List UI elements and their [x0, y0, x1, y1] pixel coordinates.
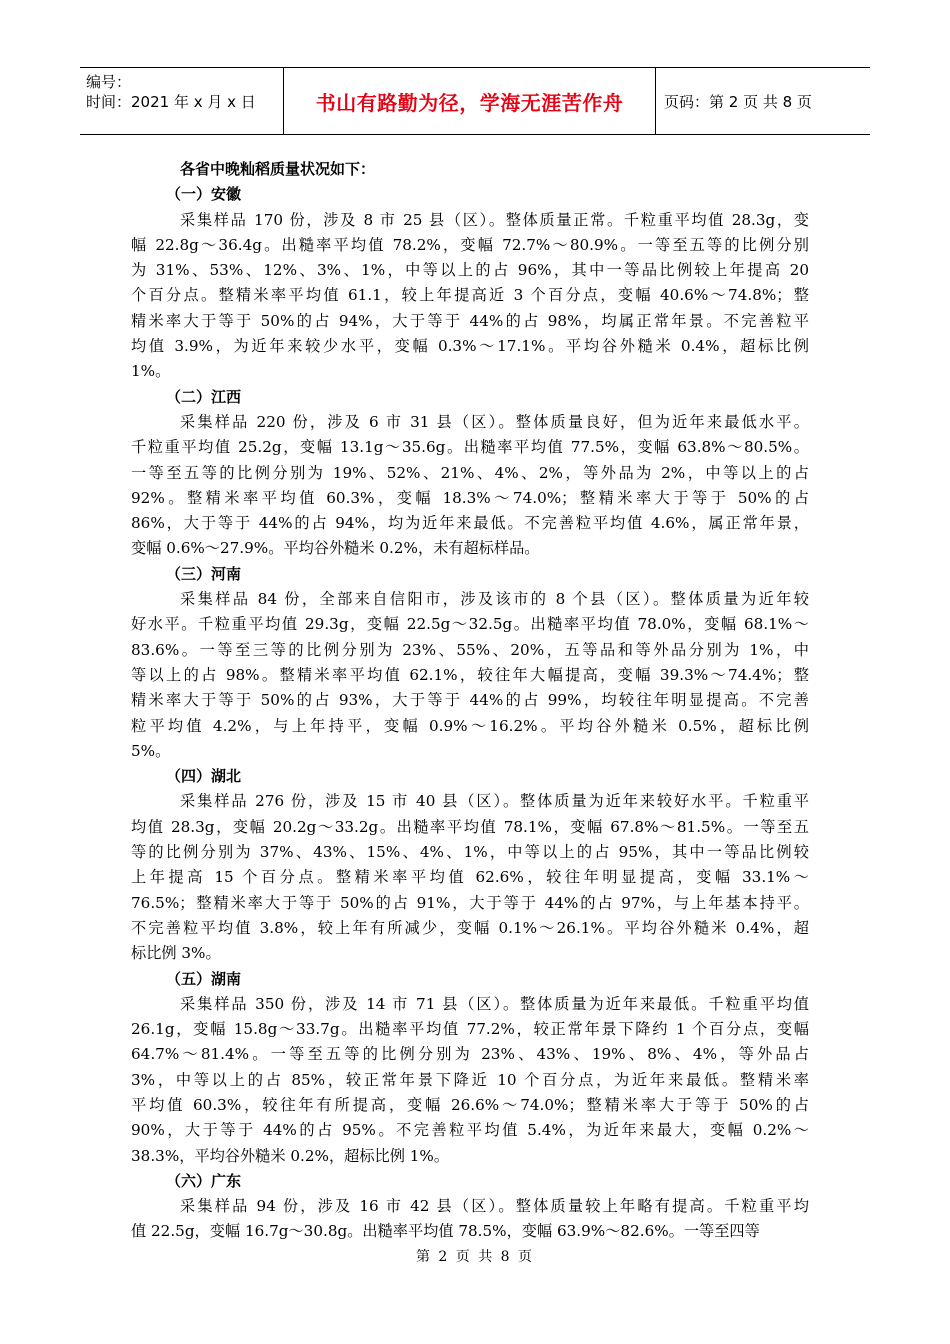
paragraph-line: 千粒重平均值 25.2g，变幅 13.1g～35.6g。出糙率平均值 77.5%，变幅 63.8%～80.5%。 — [131, 438, 809, 457]
paragraph-line: 一等至五等的比例分别为 19%、52%、21%、4%、2%，等外品为 2%，中等以上的占 — [131, 463, 809, 482]
paragraph-line: 3%，中等以上的占 85%，较正常年景下降近 10 个百分点，为近年来最低。整精米率 — [131, 1070, 809, 1089]
paragraph-line: 幅 22.8g～36.4g。出糙率平均值 78.2%，变幅 72.7%～80.9%。一等至五等的比例分别 — [131, 235, 809, 254]
paragraph-line: 精米率大于等于 50%的占 93%，大于等于 44%的占 99%，均较往年明显提高。不完善 — [131, 691, 809, 710]
paragraph-line: 值 22.5g，变幅 16.7g～30.8g。出糙率平均值 78.5%，变幅 63.9%～82.6%。一等至四等 — [131, 1222, 760, 1241]
section-heading: （一）安徽 — [166, 185, 242, 204]
paragraph-line: 采集样品 350 份，涉及 14 市 71 县（区）。整体质量为近年来最低。千粒重平均值 — [180, 994, 809, 1013]
paragraph-line: 26.1g，变幅 15.8g～33.7g。出糙率平均值 77.2%，较正常年景下降约 1 个百分点，变幅 — [131, 1020, 809, 1039]
paragraph-line: 5%。 — [131, 741, 171, 760]
paragraph-line: 粒平均值 4.2%，与上年持平，变幅 0.9%～16.2%。平均谷外糙米 0.5%，超标比例 — [131, 716, 809, 735]
paragraph-line: 变幅 0.6%～27.9%。平均谷外糙米 0.2%，未有超标样品。 — [131, 539, 540, 558]
paragraph-line: 采集样品 220 份，涉及 6 市 31 县（区）。整体质量良好，但为近年来最低水平。 — [180, 412, 809, 431]
paragraph-line: 等以上的占 98%。整精米率平均值 62.1%，较往年大幅提高，变幅 39.3%～74.4%；整 — [131, 665, 809, 684]
paragraph-line: 平均值 60.3%，较往年有所提高，变幅 26.6%～74.0%；整精米率大于等于 50%的占 — [131, 1095, 809, 1114]
header-meta-cell — [80, 68, 283, 134]
motto-text: 书山有路勤为径，学海无涯苦作舟 — [315, 90, 624, 115]
section-heading: （三）河南 — [166, 564, 242, 583]
paragraph-line: 上年提高 15 个百分点。整精米率平均值 62.6%，较往年明显提高，变幅 33.1%～ — [131, 868, 809, 887]
page-number-cell — [656, 68, 870, 134]
paragraph-line: 64.7%～81.4%。一等至五等的比例分别为 23%、43%、19%、8%、4%，等外品占 — [131, 1045, 809, 1064]
paragraph-line: 好水平。千粒重平均值 29.3g，变幅 22.5g～32.5g。出糙率平均值 78.0%，变幅 68.1%～ — [131, 615, 809, 634]
paragraph-line: 为 31%、53%、12%、3%、1%，中等以上的占 96%，其中一等品比例较上年提高 20 — [131, 261, 809, 280]
section-heading: （六）广东 — [166, 1171, 242, 1190]
code-label: 编号： — [86, 73, 132, 91]
paragraph-line: 采集样品 84 份，全部来自信阳市，涉及该市的 8 个县（区）。整体质量为近年较 — [180, 590, 809, 609]
page-header — [80, 67, 870, 135]
paragraph-line: 等的比例分别为 37%、43%、15%、4%、1%，中等以上的占 95%，其中一等品比例较 — [131, 843, 809, 862]
document-body — [131, 157, 809, 1245]
paragraph-line: 90%，大于等于 44%的占 95%。不完善粒平均值 5.4%，为近年来最大，变幅 0.2%～ — [131, 1121, 809, 1140]
paragraph-line: 76.5%；整精米率大于等于 50%的占 91%，大于等于 44%的占 97%，与上年基本持平。 — [131, 893, 809, 912]
date-label: 时间：2021 年 x 月 x 日 — [86, 93, 256, 111]
section-heading: （二）江西 — [166, 387, 242, 406]
paragraph-line: 1%。 — [131, 362, 171, 381]
paragraph-line: 不完善粒平均值 3.8%，较上年有所减少，变幅 0.1%～26.1%。平均谷外糙米 0.4%，超 — [131, 918, 809, 937]
paragraph-line: 采集样品 170 份，涉及 8 市 25 县（区）。整体质量正常。千粒重平均值 28.3g，变 — [180, 210, 809, 229]
paragraph-line: 采集样品 94 份，涉及 16 市 42 县（区）。整体质量较上年略有提高。千粒重平均 — [180, 1197, 809, 1216]
intro-heading: 各省中晚籼稻质量状况如下： — [180, 160, 376, 178]
paragraph-line: 精米率大于等于 50%的占 94%，大于等于 44%的占 98%，均属正常年景。不完善粒平 — [131, 311, 809, 330]
section-heading: （五）湖南 — [166, 969, 242, 988]
motto-cell — [283, 68, 656, 134]
paragraph-line: 个百分点。整精米率平均值 61.1，较上年提高近 3 个百分点，变幅 40.6%～74.8%；整 — [131, 286, 809, 305]
paragraph-line: 采集样品 276 份，涉及 15 市 40 县（区）。整体质量为近年来较好水平。千粒重平 — [180, 792, 809, 811]
section-heading: （四）湖北 — [166, 767, 242, 786]
paragraph-line: 标比例 3%。 — [131, 944, 221, 963]
paragraph-line: 均值 3.9%，为近年来较少水平，变幅 0.3%～17.1%。平均谷外糙米 0.4%，超标比例 — [131, 337, 809, 356]
paragraph-line: 83.6%。一等至三等的比例分别为 23%、55%、20%，五等品和等外品分别为 1%，中 — [131, 640, 809, 659]
paragraph-line: 均值 28.3g，变幅 20.2g～33.2g。出糙率平均值 78.1%，变幅 67.8%～81.5%。一等至五 — [131, 817, 809, 836]
page-footer: 第 2 页 共 8 页 — [415, 1249, 535, 1265]
paragraph-line: 86%，大于等于 44%的占 94%，均为近年来最低。不完善粒平均值 4.6%，属正常年景， — [131, 514, 809, 533]
paragraph-line: 92%。整精米率平均值 60.3%，变幅 18.3%～74.0%；整精米率大于等于 50%的占 — [131, 488, 809, 507]
paragraph-line: 38.3%，平均谷外糙米 0.2%，超标比例 1%。 — [131, 1146, 450, 1165]
page-number-label: 页码：第 2 页 共 8 页 — [664, 92, 812, 111]
